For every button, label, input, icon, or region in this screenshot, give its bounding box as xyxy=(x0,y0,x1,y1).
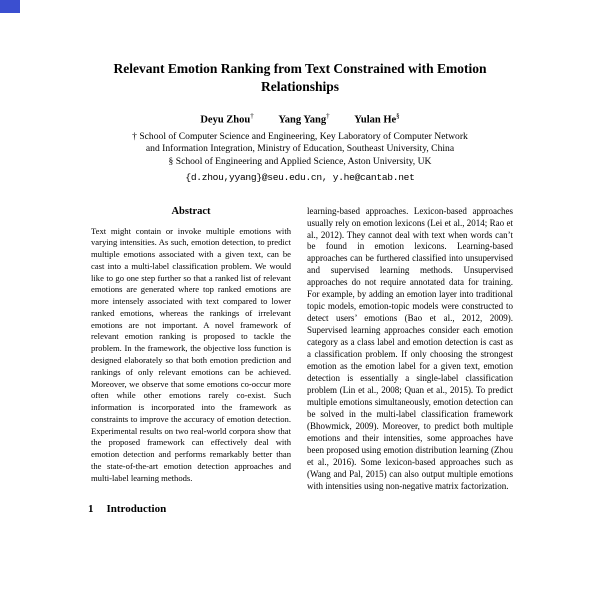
affiliation-line-1: † School of Computer Science and Engineering, Key Laboratory of Computer Network xyxy=(132,130,468,142)
section-title: Introduction xyxy=(106,503,167,516)
author-3 xyxy=(354,112,399,126)
author-list xyxy=(0,112,600,126)
section-heading-introduction xyxy=(88,503,294,515)
author-emails: {d.zhou,yyang}@seu.edu.cn, y.he@cantab.net xyxy=(185,171,415,183)
title-line-2: Relationships xyxy=(260,78,340,94)
affiliation-line-2: and Information Integration, Ministry of Education, Southeast University, China xyxy=(145,143,455,155)
right-column xyxy=(307,206,513,493)
author-2 xyxy=(278,112,329,126)
introduction-body-text: learning-based approaches. Lexicon-based approaches usually rely on emotion lexicons (Lei et al., 2014; Rao et al., 2012). They cannot deal with text when words can’t be found in emotion lexicons. Learning-based approaches can be furthered classified into unsupervised and supervised learning methods. Unsupervised approaches do not require annotated data for training. For example, by adding an emotion layer into traditional topic models, emotion-topic models were constructed to detect users’ emotions (Bao et al., 2012, 2009). Supervised learning approaches consider each emotion category as a class label and emotion detection is cast as a classification problem. If only choosing the strongest emotion as the emotion label for a given text, emotion detection is essentially a single-label classification problem (Lin et al., 2008; Quan et al., 2015). To predict multiple emotions simultaneously, emotion detection can be solved in the multi-label classification framework (Bhowmick, 2009). Moreover, to predict both multiple emotions and their intensities, some approaches have been proposed using emotion distribution learning (Zhou et al., 2016). Some lexicon-based approaches such as (Wang and Pal, 2015) can also output multiple emotions with intensities using non-negative matrix factorization. xyxy=(307,205,513,491)
abstract-heading: Abstract xyxy=(171,205,211,217)
affiliations xyxy=(0,131,600,169)
two-column-body xyxy=(88,206,513,516)
author-3-mark: § xyxy=(396,112,400,121)
author-2-name: Yang Yang xyxy=(278,114,327,126)
abstract-text: Text might contain or invoke multiple emotions with varying intensities. As such, emotion detection, to predict multiple emotions associated with a given text, can be cast into a multi-label classification problem. We would like to go one step further so that a ranked list of relevant emotions are generated where top ranked emotions are more intensely associated with text compared to lower ranked emotions, whereas the rankings of irrelevant emotions are not important. A novel framework of relevant emotion ranking is proposed to tackle the problem. In the framework, the objective loss function is designed elaborately so that both emotion prediction and rankings of only relevant emotions can be achieved. Moreover, we observe that some emotions co-occur more often while other emotions rarely co-exist. Such information is incorporated into the framework as constraints to improve the accuracy of emotion detection. Experimental results on two real-world corpora show that the proposed framework can effectively deal with emotion detection and performs remarkably better than the state-of-the-art emotion detection approaches and multi-label learning methods. xyxy=(91,225,291,483)
corner-artifact xyxy=(0,0,20,13)
author-1-name: Deyu Zhou xyxy=(200,114,251,126)
paper-title xyxy=(78,60,522,95)
author-3-name: Yulan He xyxy=(354,114,397,126)
affiliation-line-3: § School of Engineering and Applied Science, Aston University, UK xyxy=(168,155,432,167)
title-line-1: Relevant Emotion Ranking from Text Constrained with Emotion xyxy=(113,61,487,76)
left-column xyxy=(88,206,294,516)
author-1 xyxy=(200,112,253,126)
author-2-mark: † xyxy=(326,112,330,121)
author-1-mark: † xyxy=(250,112,254,121)
section-number: 1 xyxy=(88,503,94,516)
